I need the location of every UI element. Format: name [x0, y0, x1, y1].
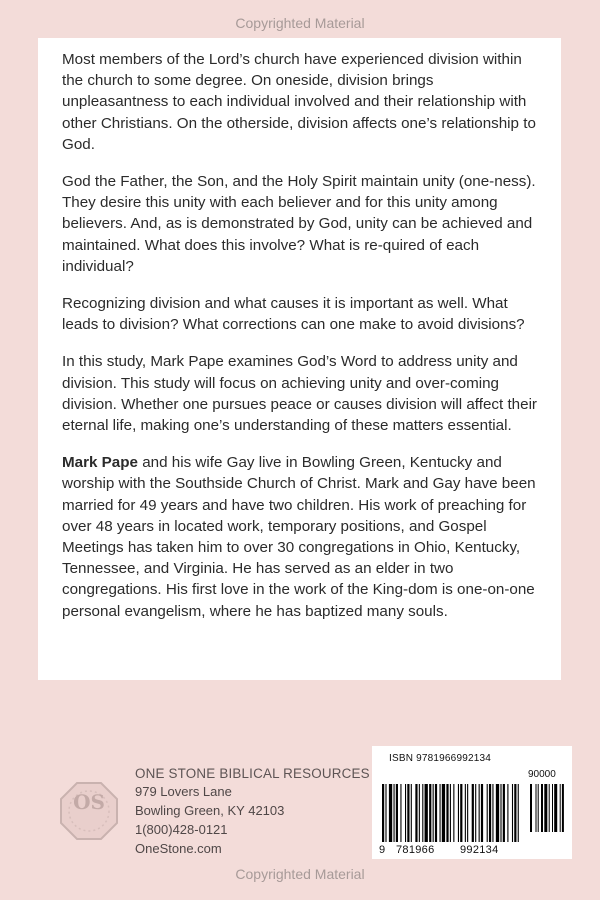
- barcode-bar: [450, 784, 451, 842]
- barcode-bar: [411, 784, 412, 842]
- barcode-bar: [518, 784, 519, 842]
- isbn-barcode-box: [372, 746, 572, 859]
- publisher-street: 979 Lovers Lane: [135, 784, 232, 799]
- barcode-bar: [396, 784, 398, 842]
- copyright-watermark-top: Copyrighted Material: [235, 15, 365, 31]
- barcode-bar: [385, 784, 386, 842]
- publisher-logo-icon: [60, 782, 118, 840]
- description-paragraph: God the Father, the Son, and the Holy Spirit maintain unity (one-ness). They desire this unity with each believer and for this unity among believers. And, as is demonstrated by God, unity can be achieved and maintained. What does this involve? What is re-quired of each individual?: [62, 173, 536, 275]
- barcode-bar: [458, 784, 459, 842]
- publisher-city: Bowling Green, KY 42103: [135, 803, 285, 818]
- description-paragraph: Recognizing division and what causes it is important as well. What leads to division? What corrections can one make to avoid divisions?: [62, 295, 525, 334]
- price-addon: 90000: [528, 769, 556, 780]
- barcode-bar: [394, 784, 395, 842]
- barcode-bar: [382, 784, 384, 842]
- barcode-addon-bar: [538, 784, 539, 832]
- barcode-bar: [479, 784, 480, 842]
- barcode-bar: [446, 784, 448, 842]
- publisher-website: OneStone.com: [135, 841, 222, 856]
- copyright-watermark-bottom: Copyrighted Material: [235, 866, 365, 882]
- description-paragraph: In this study, Mark Pape examines God’s Word to address unity and division. This study will focus on achieving unity and over-coming division. Whether one pursues peace or causes division will affect their eternal life, making one’s understanding of these matters essential.: [62, 353, 537, 435]
- description-paragraph: Most members of the Lord’s church have experienced division within the church to some degree. On oneside, division brings unpleasantness to each individual involved and their relationship with other Christians. On the otherside, division affects one’s relationship to God.: [62, 51, 536, 153]
- barcode-addon-bar: [549, 784, 550, 832]
- barcode-addon-bar: [554, 784, 557, 832]
- author-bio-text: and his wife Gay live in Bowling Green, Kentucky and worship with the Southside Church of Christ. Mark and Gay have been married for 49 years and have two children. His work of preaching for over 48 years in located work, temporary positions, and Gospel Meetings has taken him to over 30 congregations in Ohio, Kentucky, Tennessee, and Virginia. He has served as an elder in two congregations. His first love in the work of the King-dom is one-on-one personal evangelism, where he has baptized many souls.: [62, 454, 536, 620]
- barcode-bar: [453, 784, 454, 842]
- barcode-bar: [407, 784, 409, 842]
- barcode-bar: [400, 784, 401, 842]
- publisher-block: [60, 762, 370, 857]
- barcode-bar: [514, 784, 516, 842]
- barcode-bar: [512, 784, 513, 842]
- publisher-name: ONE STONE BIBLICAL RESOURCES: [135, 766, 370, 781]
- barcode-bar: [415, 784, 417, 842]
- barcode-bar: [433, 784, 434, 842]
- isbn-label: ISBN 9781966992134: [389, 753, 492, 764]
- barcode-addon-bar: [552, 784, 553, 832]
- author-bio: [62, 452, 540, 622]
- barcode-bar: [405, 784, 406, 842]
- barcode-bar: [507, 784, 508, 842]
- barcode-digit-lead: 9: [379, 844, 386, 856]
- barcode-bar: [442, 784, 445, 842]
- barcode-addon-bar: [536, 784, 537, 832]
- barcode-bar: [389, 784, 392, 842]
- barcode-bar: [500, 784, 501, 842]
- barcode-bar: [487, 784, 488, 842]
- barcode-bar: [435, 784, 437, 842]
- barcode-addon-bar: [560, 784, 561, 832]
- barcode-bar: [460, 784, 462, 842]
- barcode-bar: [425, 784, 428, 842]
- description-panel: [38, 38, 561, 680]
- publisher-logo-letters: OS: [73, 790, 105, 814]
- barcode-icon: [382, 784, 566, 846]
- barcode-bar: [489, 784, 491, 842]
- barcode-addon-bar: [544, 784, 547, 832]
- barcode-bar: [429, 784, 431, 842]
- barcode-bar: [419, 784, 420, 842]
- barcode-bar: [496, 784, 499, 842]
- publisher-phone: 1(800)428-0121: [135, 822, 228, 837]
- barcode-addon-bar: [530, 784, 532, 832]
- barcode-bar: [467, 784, 468, 842]
- barcode-bar: [503, 784, 505, 842]
- barcode-bar: [475, 784, 476, 842]
- barcode-bar: [440, 784, 441, 842]
- barcode-addon-bar: [541, 784, 543, 832]
- barcode-digits-left: 781966: [396, 844, 435, 856]
- barcode-bar: [472, 784, 474, 842]
- barcode-addon-bar: [562, 784, 564, 832]
- barcode-digits-right: 992134: [460, 844, 499, 856]
- author-name: Mark Pape: [62, 454, 138, 472]
- barcode-bar: [465, 784, 466, 842]
- barcode-bar: [422, 784, 423, 842]
- barcode-bar: [481, 784, 483, 842]
- barcode-bar: [492, 784, 493, 842]
